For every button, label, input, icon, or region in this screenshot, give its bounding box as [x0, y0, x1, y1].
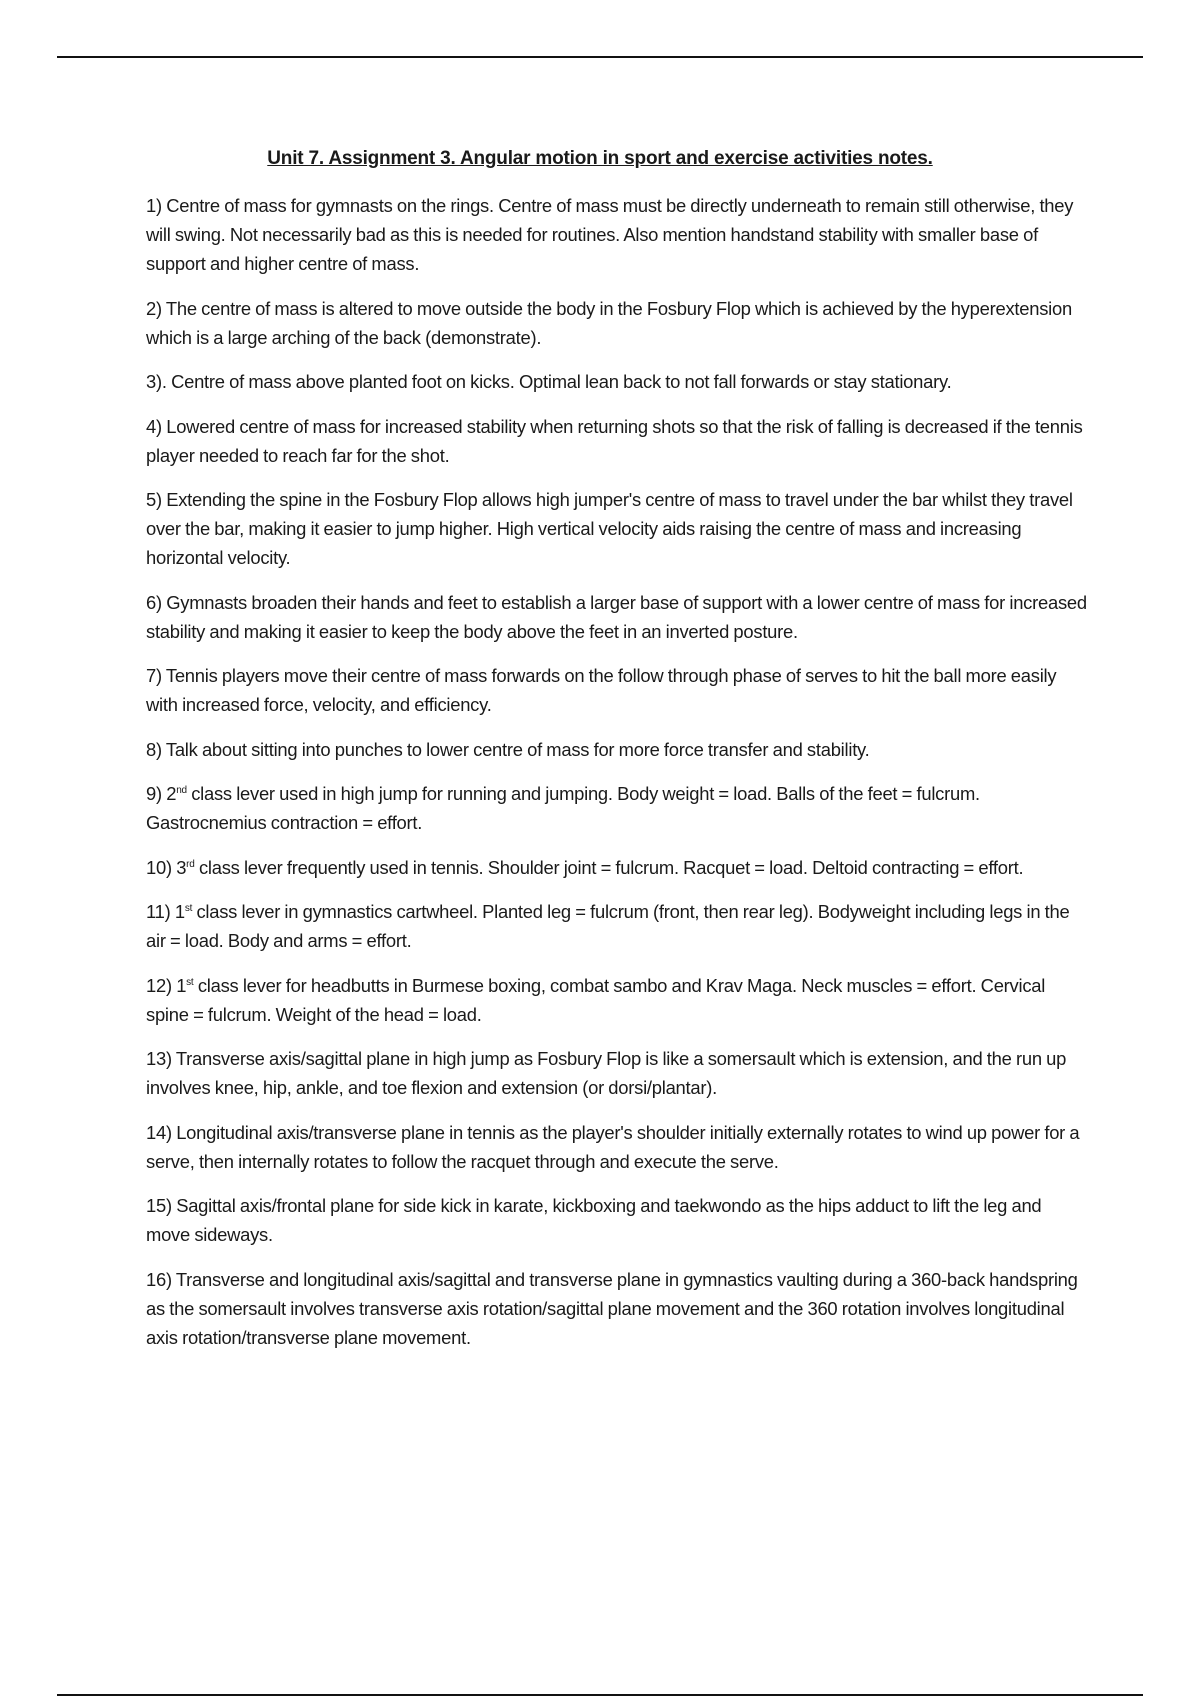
note-9-number: 9) 2 — [146, 783, 177, 804]
note-12-number: 12) 1 — [146, 974, 187, 996]
header-rule — [57, 56, 1143, 58]
document-title: Unit 7. Assignment 3. Angular motion in sport and exercise activities notes. — [267, 148, 933, 169]
note-10-number: 10) 3 — [146, 856, 187, 878]
note-1: 1) Centre of mass for gymnasts on the rings. Centre of mass must be directly underneath to remain still otherwise, they will swing. Not necessarily bad as this is needed for routines. Also mention handstand stability with smaller base of support and higher centre of mass. — [146, 195, 1074, 274]
note-5: 5) Extending the spine in the Fosbury Flop allows high jumper's centre of mass to travel under the bar whilst they travel over the bar, making it easier to jump higher. High vertical velocity aids raising the centre of mass and increasing horizontal velocity. — [146, 489, 1073, 568]
note-2: 2) The centre of mass is altered to move outside the body in the Fosbury Flop which is achieved by the hyperextension which is a large arching of the back (demonstrate). — [146, 297, 1072, 348]
notes-list — [146, 191, 1088, 1367]
note-11 — [146, 897, 1088, 955]
note-9-text: class lever used in high jump for running and jumping. Body weight = load. Balls of the feet = fulcrum. Gastrocnemius contraction = effort. — [146, 783, 980, 833]
note-12-ordinal: st — [186, 976, 194, 988]
note-11-text: class lever in gymnastics cartwheel. Planted leg = fulcrum (front, then rear leg). Bodyweight including legs in the air = load. Body and arms = effort. — [146, 901, 1070, 951]
note-14: 14) Longitudinal axis/transverse plane in tennis as the player's shoulder initially externally rotates to wind up power for a serve, then internally rotates to follow the racquet through and execute the serve. — [146, 1121, 1080, 1172]
note-15: 15) Sagittal axis/frontal plane for side kick in karate, kickboxing and taekwondo as the hips adduct to lift the leg and move sideways. — [146, 1195, 1042, 1245]
note-11-ordinal: st — [184, 903, 193, 914]
note-13: 13) Transverse axis/sagittal plane in high jump as Fosbury Flop is like a somersault which is extension, and the run up involves knee, hip, ankle, and toe flexion and extension (or dorsi/plantar). — [146, 1048, 1067, 1098]
note-9-ordinal: nd — [176, 785, 187, 796]
note-10 — [146, 853, 1088, 882]
note-8: 8) Talk about sitting into punches to lower centre of mass for more force transfer and stability. — [146, 738, 870, 760]
note-4: 4) Lowered centre of mass for increased stability when returning shots so that the risk of falling is decreased if the tennis player needed to reach far for the shot. — [146, 415, 1083, 466]
note-7: 7) Tennis players move their centre of mass forwards on the follow through phase of serves to hit the ball more easily with increased force, velocity, and efficiency. — [146, 665, 1057, 715]
note-3: 3). Centre of mass above planted foot on kicks. Optimal lean back to not fall forwards or stay stationary. — [146, 371, 952, 392]
footer-rule — [57, 1694, 1143, 1696]
note-6: 6) Gymnasts broaden their hands and feet to establish a larger base of support with a lower centre of mass for increased stability and making it easier to keep the body above the feet in an inverted posture. — [146, 591, 1087, 642]
note-16: 16) Transverse and longitudinal axis/sagittal and transverse plane in gymnastics vaulting during a 360-back handspring as the somersault involves transverse axis rotation/sagittal plane movement and the 360 rotation involves longitudinal axis rotation/transverse plane movement. — [146, 1268, 1078, 1348]
note-12-text: class lever for headbutts in Burmese boxing, combat sambo and Krav Maga. Neck muscles = effort. Cervical spine = fulcrum. Weight of the head = load. — [146, 974, 1046, 1025]
note-10-ordinal: rd — [186, 858, 195, 870]
note-9 — [146, 779, 1088, 837]
note-10-text: class lever frequently used in tennis. Shoulder joint = fulcrum. Racquet = load. Deltoid contracting = effort. — [194, 856, 1024, 878]
note-11-number: 11) 1 — [146, 901, 185, 922]
note-12 — [146, 971, 1088, 1029]
